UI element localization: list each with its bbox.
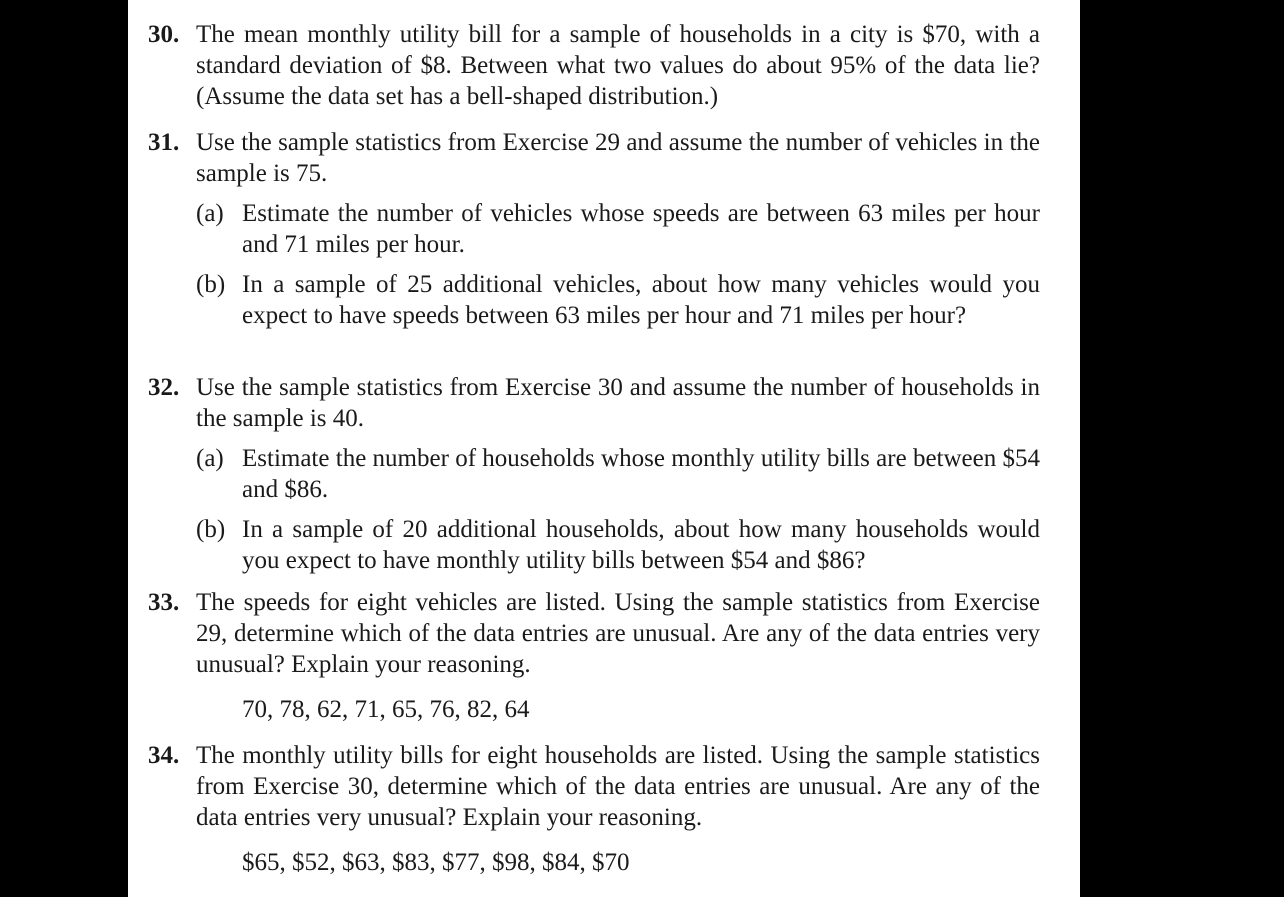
part-label: (a) (196, 200, 224, 227)
part-text: In a sample of 20 additional households, about how many households would you expect to have monthly utility bills between $54 and $86? (242, 516, 1040, 574)
part-label: (b) (196, 271, 226, 298)
exercise-text: The monthly utility bills for eight households are listed. Using the sample statistics from Exercise 30, determine which of the data entries are unusual. Are any of the data entries very unusual? Explain your reasoning. (196, 742, 1040, 831)
exercise-33 (148, 587, 1040, 725)
data-entries: $65, $52, $63, $83, $77, $98, $84, $70 (242, 849, 630, 876)
exercise-part-a (148, 198, 1040, 260)
exercise-text: The speeds for eight vehicles are listed. Using the sample statistics from Exercise 29, determine which of the data entries are unusual. Are any of the data entries very unusual? Explain your reasoning. (196, 589, 1040, 678)
exercise-part-a (148, 443, 1040, 505)
exercise-31 (148, 127, 1040, 331)
exercise-32 (148, 372, 1040, 576)
part-text: In a sample of 25 additional vehicles, about how many vehicles would you expect to have speeds between 63 miles per hour and 71 miles per hour? (242, 271, 1040, 329)
data-entries: 70, 78, 62, 71, 65, 76, 82, 64 (242, 696, 530, 723)
exercise-number: 32. (148, 374, 180, 401)
part-label: (a) (196, 445, 224, 472)
exercise-part-b (148, 269, 1040, 331)
exercise-30 (148, 19, 1040, 112)
exercise-text: Use the sample statistics from Exercise 30 and assume the number of households in the sample is 40. (196, 374, 1040, 432)
part-text: Estimate the number of households whose monthly utility bills are between $54 and $86. (242, 445, 1040, 503)
exercise-text: The mean monthly utility bill for a sample of households in a city is $70, with a standard deviation of $8. Between what two values do about 95% of the data lie? (Assume the data set has a bell-shaped distribution.) (196, 21, 1040, 110)
exercise-34 (148, 740, 1040, 878)
exercise-number: 31. (148, 129, 180, 156)
part-text: Estimate the number of vehicles whose speeds are between 63 miles per hour and 71 miles per hour. (242, 200, 1040, 258)
exercise-number: 34. (148, 742, 180, 769)
exercise-part-b (148, 514, 1040, 576)
exercise-number: 33. (148, 589, 180, 616)
part-label: (b) (196, 516, 226, 543)
exercise-number: 30. (148, 21, 180, 48)
exercise-text: Use the sample statistics from Exercise 29 and assume the number of vehicles in the sample is 75. (196, 129, 1040, 187)
textbook-page (128, 0, 1080, 897)
